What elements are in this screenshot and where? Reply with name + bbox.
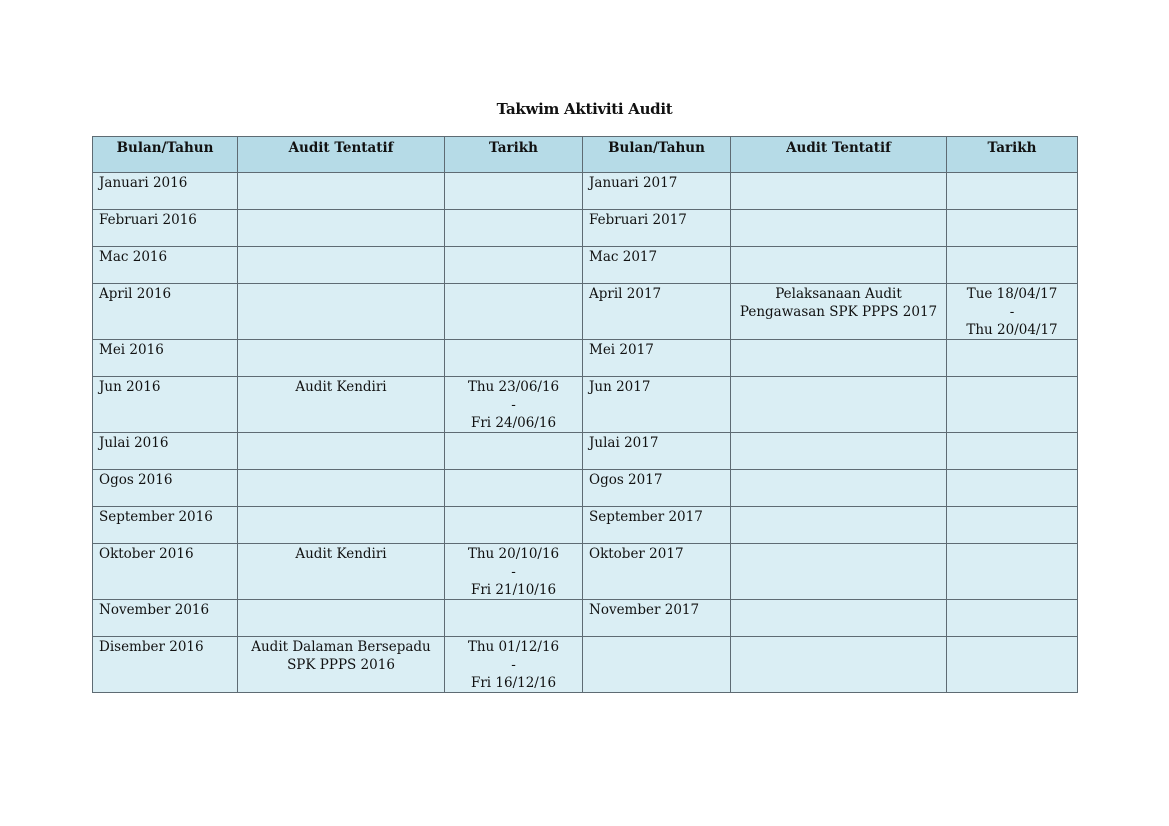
table-row (93, 544, 1078, 600)
month-cell: Julai 2017 (583, 433, 731, 470)
date-cell (947, 433, 1078, 470)
date-cell (947, 507, 1078, 544)
audit-cell (731, 507, 947, 544)
month-cell: Julai 2016 (93, 433, 238, 470)
date-cell (947, 284, 1078, 340)
audit-cell (238, 340, 445, 377)
date-cell (445, 284, 583, 340)
month-cell: Januari 2017 (583, 173, 731, 210)
header-audit-tentatif-2017: Audit Tentatif (731, 137, 947, 173)
month-cell: Oktober 2016 (93, 544, 238, 600)
date-cell (445, 637, 583, 693)
month-cell: Ogos 2017 (583, 470, 731, 507)
date-cell (947, 340, 1078, 377)
audit-cell (731, 600, 947, 637)
header-tarikh-2016: Tarikh (445, 137, 583, 173)
date-cell (947, 637, 1078, 693)
month-cell: April 2016 (93, 284, 238, 340)
date-separator: - (1009, 304, 1015, 320)
audit-cell (238, 600, 445, 637)
month-cell: April 2017 (583, 284, 731, 340)
date-cell (947, 600, 1078, 637)
date-start: Tue 18/04/17 (966, 286, 1058, 302)
audit-cell (731, 470, 947, 507)
header-bulan-tahun-2016: Bulan/Tahun (93, 137, 238, 173)
table-row (93, 377, 1078, 433)
audit-cell (238, 173, 445, 210)
audit-cell (731, 377, 947, 433)
date-end: Fri 21/10/16 (470, 582, 557, 598)
audit-calendar-table (92, 136, 1078, 693)
audit-cell (731, 210, 947, 247)
audit-cell (238, 470, 445, 507)
audit-cell: Audit Kendiri (238, 544, 445, 600)
month-cell: September 2017 (583, 507, 731, 544)
date-end: Fri 24/06/16 (470, 415, 557, 431)
table-row (93, 340, 1078, 377)
audit-cell (238, 247, 445, 284)
month-cell: Februari 2017 (583, 210, 731, 247)
audit-cell (731, 173, 947, 210)
date-cell (947, 210, 1078, 247)
header-tarikh-2017: Tarikh (947, 137, 1078, 173)
date-start: Thu 20/10/16 (467, 546, 560, 562)
table-row (93, 507, 1078, 544)
date-cell (445, 600, 583, 637)
audit-cell (731, 544, 947, 600)
table-row (93, 284, 1078, 340)
audit-cell (238, 433, 445, 470)
month-cell: Mac 2017 (583, 247, 731, 284)
date-cell (947, 247, 1078, 284)
month-cell: Mei 2017 (583, 340, 731, 377)
table-row (93, 210, 1078, 247)
date-cell (445, 247, 583, 284)
date-separator: - (511, 564, 516, 580)
date-cell (947, 377, 1078, 433)
month-cell (583, 637, 731, 693)
audit-cell (238, 507, 445, 544)
month-cell: Oktober 2017 (583, 544, 731, 600)
audit-cell (731, 433, 947, 470)
month-cell: Ogos 2016 (93, 470, 238, 507)
date-cell (445, 340, 583, 377)
date-cell (445, 544, 583, 600)
table-row (93, 637, 1078, 693)
date-start: Thu 23/06/16 (467, 379, 560, 395)
audit-cell: Audit Kendiri (238, 377, 445, 433)
table-row (93, 247, 1078, 284)
date-cell (445, 470, 583, 507)
table-row (93, 600, 1078, 637)
date-cell (445, 173, 583, 210)
date-cell (947, 544, 1078, 600)
month-cell: Mei 2016 (93, 340, 238, 377)
audit-cell: Pelaksanaan Audit Pengawasan SPK PPPS 2017 (731, 284, 947, 340)
date-cell (445, 507, 583, 544)
month-cell: November 2017 (583, 600, 731, 637)
month-cell: Disember 2016 (93, 637, 238, 693)
month-cell: November 2016 (93, 600, 238, 637)
month-cell: Februari 2016 (93, 210, 238, 247)
month-cell: Januari 2016 (93, 173, 238, 210)
table-header-row (93, 137, 1078, 173)
header-bulan-tahun-2017: Bulan/Tahun (583, 137, 731, 173)
header-audit-tentatif-2016: Audit Tentatif (238, 137, 445, 173)
audit-cell (731, 637, 947, 693)
audit-cell: Audit Dalaman Bersepadu SPK PPPS 2016 (238, 637, 445, 693)
date-end: Thu 20/04/17 (966, 322, 1058, 338)
date-end: Fri 16/12/16 (470, 675, 557, 691)
date-cell (947, 173, 1078, 210)
month-cell: Jun 2017 (583, 377, 731, 433)
audit-cell (238, 284, 445, 340)
audit-cell (731, 340, 947, 377)
table-row (93, 470, 1078, 507)
date-cell (445, 377, 583, 433)
date-start: Thu 01/12/16 (467, 639, 560, 655)
audit-cell (238, 210, 445, 247)
page-title: Takwim Aktiviti Audit (496, 100, 673, 118)
table-row (93, 433, 1078, 470)
date-cell (445, 433, 583, 470)
date-separator: - (511, 657, 516, 673)
audit-cell (731, 247, 947, 284)
table-row (93, 173, 1078, 210)
date-separator: - (511, 397, 516, 413)
month-cell: Jun 2016 (93, 377, 238, 433)
month-cell: September 2016 (93, 507, 238, 544)
month-cell: Mac 2016 (93, 247, 238, 284)
date-cell (947, 470, 1078, 507)
date-cell (445, 210, 583, 247)
